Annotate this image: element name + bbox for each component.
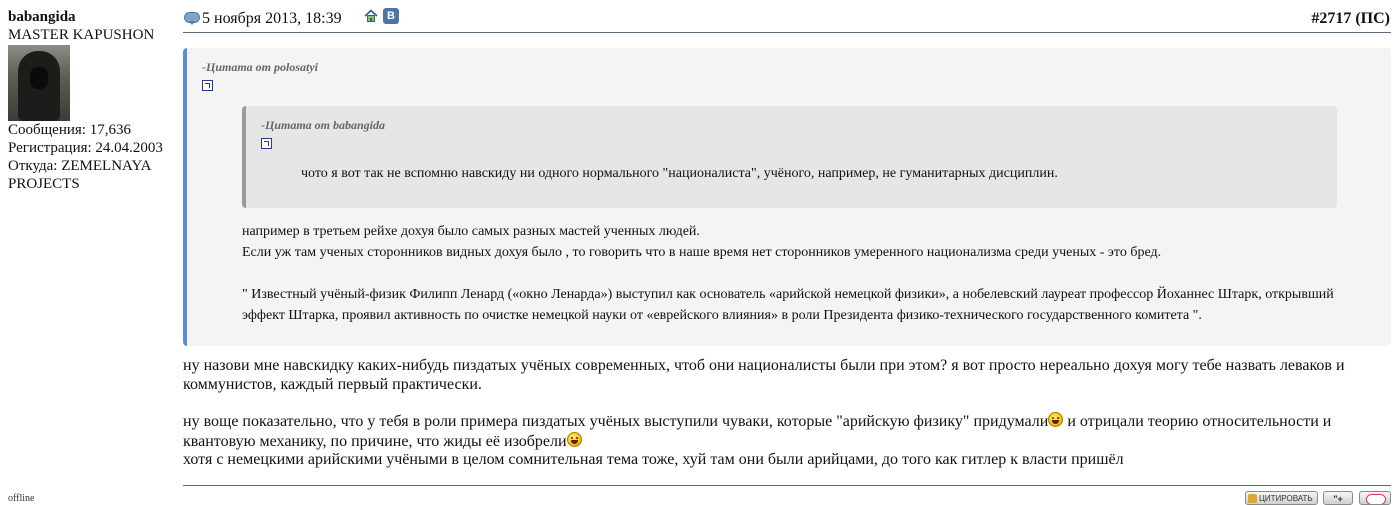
- post-icon: [184, 12, 200, 23]
- post-paragraph: хотя с немецкими арийскими учёными в целом сомнительная тема тоже, хуй там они были арийцами, до того как гитлер к власти пришёл: [183, 451, 1124, 468]
- quote-author-label: -Цитата от babangida: [261, 118, 386, 132]
- quote-line: например в третьем рейхе дохуя было самых разных мастей ученных людей.: [242, 224, 700, 239]
- quote-line: " Известный учёный-физик Филипп Ленард («окно Ленарда») выступил как основатель «арийской немецкой физики», а нобелевский лауреат профессор Йоханнес Штарк, открывший эффект Штарка, проявил активность по очистке немецкой науки от «еврейского влияния» в роли Президента физико-технического государственного комитета ".: [242, 287, 1334, 323]
- post-paragraph: ну назови мне навскидку каких-нибудь пиздатых учёных современных, чтоб они националисты были при этом? я вот просто нереально дохуя могу тебе назвать леваков и коммунистов, каждый первый практически.: [183, 357, 1345, 393]
- user-registration: Регистрация: 24.04.2003: [8, 140, 163, 156]
- quote-line: Если уж там ученых сторонников видных дохуя было , то говорить что в наше время нет сторонников умеренного национализма среди ученых - это бред.: [242, 245, 1162, 260]
- quote-text: чото я вот так не вспомню навскиду ни одного нормального "националиста", учёного, например, не гуманитарных дисциплин.: [301, 166, 1058, 181]
- post-date: 5 ноября 2013, 18:39: [202, 10, 342, 27]
- quote-author-label: -Цитата от polosatyi: [202, 60, 319, 74]
- user-status: offline: [8, 493, 35, 504]
- quote-body: [242, 221, 1352, 326]
- user-title: MASTER KAPUSHON: [8, 27, 155, 43]
- post-body: [183, 357, 1373, 470]
- home-icon[interactable]: [364, 9, 378, 23]
- multi-quote-button[interactable]: "+: [1323, 491, 1353, 505]
- user-info: [8, 8, 178, 193]
- post-paragraph: [183, 412, 1373, 451]
- post-text: ну воще показательно, что у тебя в роли примера пиздатых учёных выступили чуваки, которые "арийскую физику" придумали: [183, 413, 1049, 430]
- post-number[interactable]: #2717 (ПС): [1311, 10, 1390, 27]
- avatar: [8, 45, 70, 121]
- username[interactable]: babangida: [8, 9, 76, 25]
- tongue-smiley-icon: [567, 432, 582, 447]
- reply-button[interactable]: [1359, 491, 1391, 505]
- quote-outer: [183, 48, 1391, 346]
- user-post-count: Сообщения: 17,636: [8, 122, 131, 138]
- post-text: и отрицали теорию относительности и квантовую механику, по причине, что жиды её изобрели: [183, 413, 1332, 450]
- quote-button[interactable]: ЦИТИРОВАТЬ: [1245, 491, 1318, 505]
- jump-to-post-icon[interactable]: [261, 138, 272, 149]
- user-location: Откуда: ZEMELNAYA PROJECTS: [8, 158, 151, 192]
- post-header: [183, 8, 1391, 33]
- laughing-smiley-icon: [1048, 412, 1063, 427]
- vk-icon[interactable]: В: [383, 8, 399, 24]
- jump-to-post-icon[interactable]: [202, 80, 213, 91]
- quote-inner: [242, 106, 1337, 208]
- post-footer-divider: [183, 485, 1391, 486]
